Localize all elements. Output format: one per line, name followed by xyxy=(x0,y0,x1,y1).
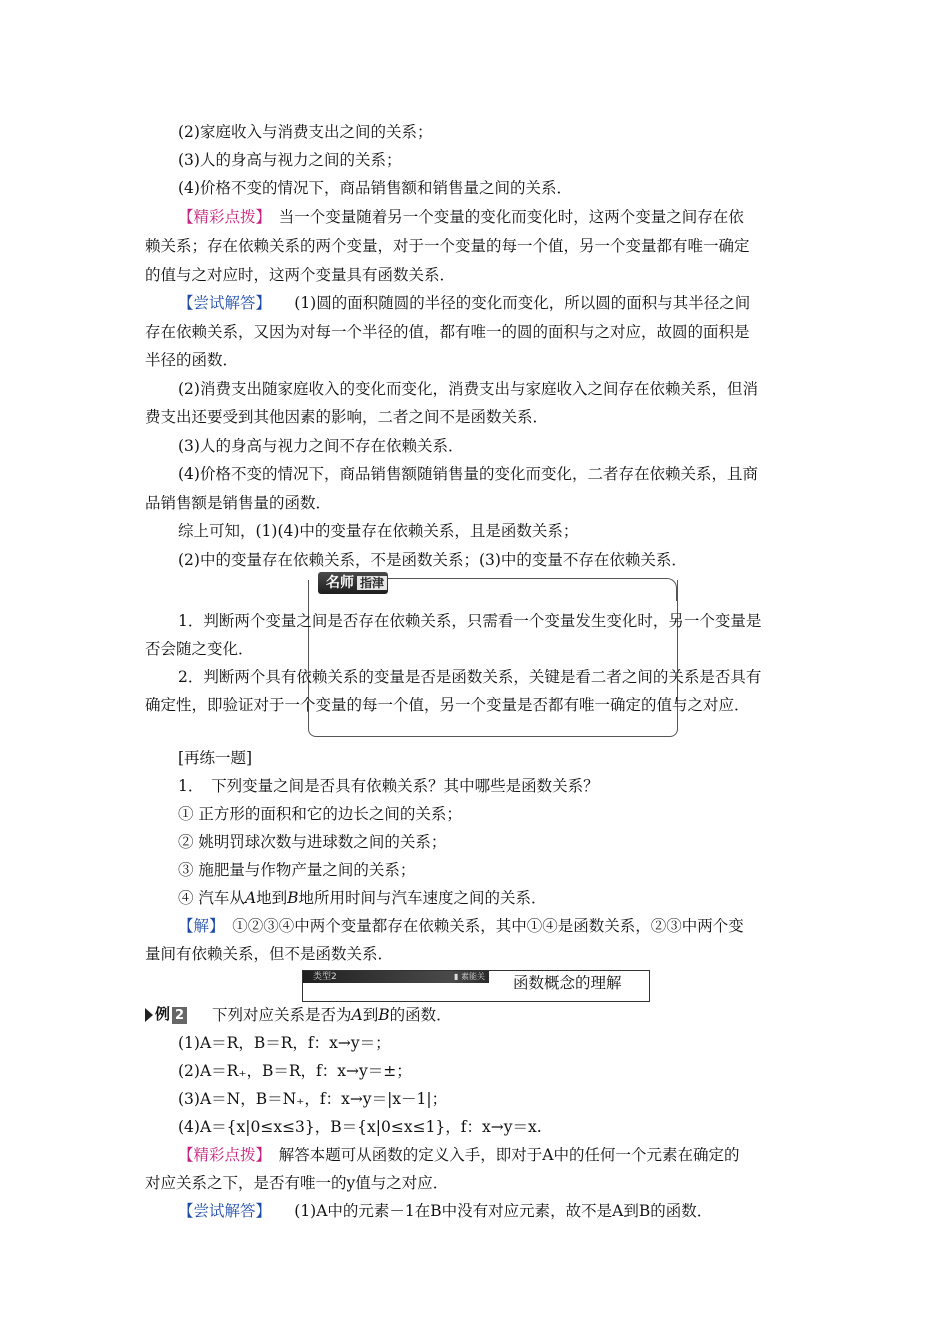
type-box-band xyxy=(303,971,489,983)
hint-paragraph xyxy=(178,207,744,227)
example-item-4: (4)A＝{x|0≤x≤3}，B＝{x|0≤x≤1}，f：x→y＝x. xyxy=(178,1118,542,1136)
line-3: (4)价格不变的情况下，商品销售额和销售量之间的关系． xyxy=(178,179,572,197)
answer-paragraph xyxy=(178,293,750,313)
line-13: (4)价格不变的情况下，商品销售额随销售量的变化而变化，二者存在依赖关系，且商 xyxy=(178,465,758,483)
solution-text: ①②③④中两个变量都存在依赖关系，其中①④是函数关系，②③中两个变 xyxy=(216,917,744,935)
tip-2b: 确定性，即验证对于一个变量的每一个值，另一个变量是否都有唯一确定的值与之对应． xyxy=(145,696,750,714)
choice-4: ④ 汽车从A地到B地所用时间与汽车速度之间的关系． xyxy=(178,889,547,907)
example-answer xyxy=(178,1201,712,1221)
teacher-tip-badge xyxy=(318,572,388,594)
line-15: 综上可知，(1)(4)中的变量存在依赖关系，且是函数关系； xyxy=(178,522,579,540)
line-16: (2)中的变量存在依赖关系，不是函数关系；(3)中的变量不存在依赖关系． xyxy=(178,551,687,569)
example-answer-tag: 【尝试解答】 xyxy=(178,1202,264,1220)
example-hint xyxy=(178,1145,739,1165)
example-hint-text: 解答本题可从函数的定义入手，即对于A中的任何一个元素在确定的 xyxy=(263,1146,740,1164)
teacher-tip-box-top xyxy=(388,578,677,601)
practice-heading: [再练一题] xyxy=(178,749,253,767)
line-6: 的值与之对应时，这两个变量具有函数关系． xyxy=(145,266,456,284)
type-box xyxy=(302,970,650,1002)
type-box-right: ▮ 素能关 xyxy=(454,972,485,981)
example-hint-tag: 【精彩点拨】 xyxy=(178,1146,264,1164)
line-1: (2)家庭收入与消费支出之间的关系； xyxy=(178,123,433,141)
badge-main: 名师 xyxy=(326,575,354,591)
hint-tag: 【精彩点拨】 xyxy=(178,208,264,226)
tip-1a: 1．判断两个变量之间是否存在依赖关系，只需看一个变量发生变化时，另一个变量是 xyxy=(178,612,762,630)
choice-2: ② 姚明罚球次数与进球数之间的关系； xyxy=(178,833,447,851)
tip-2a: 2．判断两个具有依赖关系的变量是否是函数关系，关键是看二者之间的关系是否具有 xyxy=(178,668,762,686)
line-5: 赖关系；存在依赖关系的两个变量，对于一个变量的每一个值，另一个变量都有唯一确定 xyxy=(145,237,750,255)
tip-1b: 否会随之变化． xyxy=(145,640,254,658)
line-2: (3)人的身高与视力之间的关系； xyxy=(178,151,402,169)
example-number: 2 xyxy=(172,1007,187,1024)
example-item-1: (1)A＝R，B＝R，f：x→y＝； xyxy=(178,1034,391,1052)
type-box-label: 类型2 xyxy=(313,972,337,982)
hint-text: 当一个变量随着另一个变量的变化而变化时，这两个变量之间存在依 xyxy=(263,208,744,226)
solution-tag: 【解】 xyxy=(178,917,217,935)
answer-tag: 【尝试解答】 xyxy=(178,294,264,312)
example-word: 例 xyxy=(155,1005,171,1023)
line-9: 半径的函数． xyxy=(145,351,239,369)
solution-paragraph xyxy=(178,916,744,936)
line-11: 费支出还要受到其他因素的影响，二者之间不是函数关系． xyxy=(145,408,549,426)
solution-line-2: 量间有依赖关系，但不是函数关系． xyxy=(145,945,394,963)
badge-highlight: 指津 xyxy=(357,576,387,590)
choice-1: ① 正方形的面积和它的边长之间的关系； xyxy=(178,805,462,823)
choice-3: ③ 施肥量与作物产量之间的关系； xyxy=(178,861,416,879)
example-item-2: (2)A＝R₊，B＝R，f：x→y＝±； xyxy=(178,1062,412,1080)
type-box-title: 函数概念的理解 xyxy=(513,974,622,992)
example-hint-2: 对应关系之下，是否有唯一的y值与之对应． xyxy=(145,1174,449,1192)
example-prompt: 下列对应关系是否为A到B的函数． xyxy=(212,1006,452,1024)
example-arrow-icon xyxy=(145,1008,153,1022)
line-14: 品销售额是销售量的函数． xyxy=(145,494,332,512)
example-label xyxy=(145,1004,195,1024)
example-item-3: (3)A＝N，B＝N₊，f：x→y＝|x－1|； xyxy=(178,1090,448,1108)
line-10: (2)消费支出随家庭收入的变化而变化，消费支出与家庭收入之间存在依赖关系，但消 xyxy=(178,380,758,398)
line-8: 存在依赖关系，又因为对每一个半径的值，都有唯一的圆的面积与之对应，故圆的面积是 xyxy=(145,323,750,341)
example-answer-text: (1)A中的元素－1在B中没有对应元素，故不是A到B的函数． xyxy=(263,1202,713,1220)
answer-text: (1)圆的面积随圆的半径的变化而变化，所以圆的面积与其半径之间 xyxy=(263,294,751,312)
line-12: (3)人的身高与视力之间不存在依赖关系． xyxy=(178,437,464,455)
question-1: 1． 下列变量之间是否具有依赖关系？其中哪些是函数关系？ xyxy=(178,777,599,795)
